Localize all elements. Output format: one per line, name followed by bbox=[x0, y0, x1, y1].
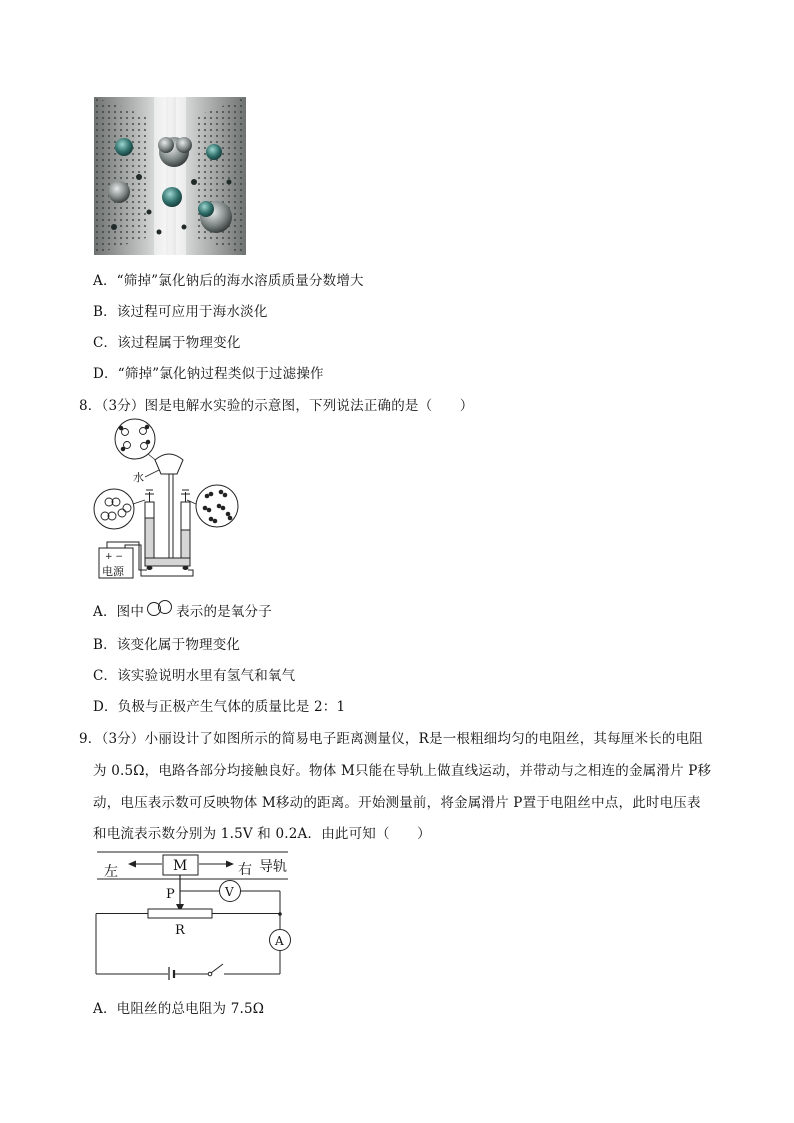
q8-option-a bbox=[93, 600, 272, 620]
q9-stem-line-4: 和电流表示数分别为 1.5V 和 0.2A．由此可知（ ） bbox=[93, 826, 431, 842]
q8-option-d: D．负极与正极产生气体的质量比是 2：1 bbox=[93, 699, 346, 715]
q8-option-b: B．该变化属于物理变化 bbox=[93, 637, 241, 653]
q9-right-label: 右 bbox=[238, 862, 252, 878]
q8-option-c: C．该实验说明水里有氢气和氧气 bbox=[93, 668, 296, 684]
q7-option-d: D．“筛掉”氯化钠过程类似于过滤操作 bbox=[93, 366, 324, 382]
q8-option-a-prefix: A．图中 bbox=[93, 604, 145, 620]
oxygen-molecule-icon bbox=[145, 600, 175, 618]
q7-option-b: B．该过程可应用于海水淡化 bbox=[93, 304, 268, 320]
q8-terminal-label: + − bbox=[105, 552, 123, 562]
q8-stem: 8．（3分）图是电解水实验的示意图，下列说法正确的是（ ） bbox=[79, 398, 474, 414]
q9-ammeter-label: A bbox=[275, 934, 284, 948]
q8-water-label: 水 bbox=[133, 471, 144, 484]
q9-stem-line-1: 9．（3分）小丽设计了如图所示的简易电子距离测量仪，R是一根粗细均匀的电阻丝，其每厘米长的电阻 bbox=[79, 731, 703, 747]
q7-option-c: C．该过程属于物理变化 bbox=[93, 335, 241, 351]
q9-option-a: A．电阻丝的总电阻为 7.5Ω bbox=[93, 1001, 265, 1017]
q9-voltmeter-label: V bbox=[225, 885, 234, 899]
q8-option-a-suffix: 表示的是氧分子 bbox=[176, 604, 272, 620]
q7-graphene-figure bbox=[94, 97, 246, 255]
q9-circuit-figure bbox=[92, 846, 297, 980]
q9-stem-line-2: 为 0.5Ω，电路各部分均接触良好。物体 M只能在导轨上做直线运动，并带动与之相连的金属滑片 P移 bbox=[93, 763, 712, 779]
q8-electrolysis-figure bbox=[93, 418, 243, 580]
q9-slider-label: P bbox=[166, 887, 175, 902]
q7-option-a: A．“筛掉”氯化钠后的海水溶质质量分数增大 bbox=[93, 273, 364, 289]
q9-left-label: 左 bbox=[104, 864, 118, 880]
q9-resistor-label: R bbox=[175, 923, 185, 938]
q8-power-label: 电源 bbox=[102, 565, 124, 578]
q9-rail-label: 导轨 bbox=[259, 859, 287, 875]
q9-object-label: M bbox=[173, 858, 188, 874]
q9-stem-line-3: 动，电压表示数可反映物体 M移动的距离。开始测量前，将金属滑片 P置于电阻丝中点，此时电压表 bbox=[93, 795, 701, 811]
